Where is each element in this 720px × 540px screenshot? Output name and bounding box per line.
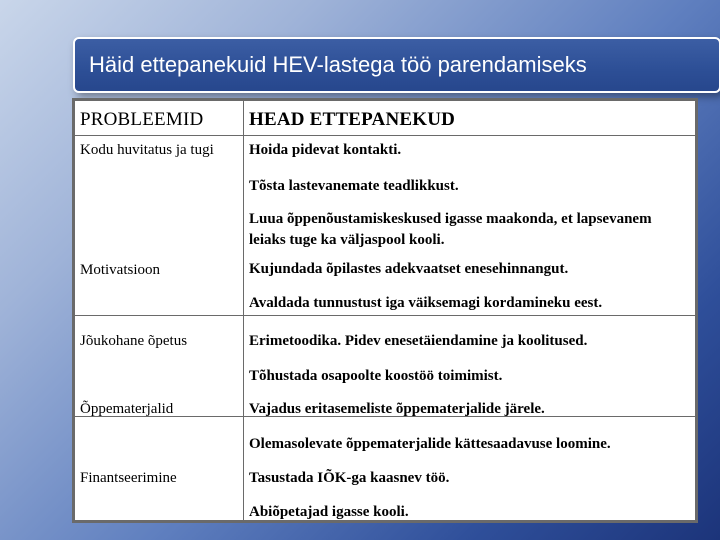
problem-cell: Kodu huvitatus ja tugi [80, 142, 214, 158]
problem-cell: Jõukohane õpetus [80, 333, 188, 349]
suggestion-cell: Hoida pidevat kontakti. [249, 142, 402, 158]
suggestions-table [72, 98, 698, 523]
row-divider [75, 315, 695, 316]
suggestion-cell: Abiõpetajad igasse kooli. [249, 504, 409, 520]
suggestion-cell: Tasustada IÕK-ga kaasnev töö. [249, 470, 450, 486]
header-divider [75, 135, 695, 136]
slide-title: Häid ettepanekuid HEV-lastega töö parendamiseks [73, 37, 720, 93]
problem-cell: Finantseerimine [80, 470, 177, 486]
column-divider [243, 101, 244, 520]
suggestion-cell: Luua õppenõustamiskeskused igasse maakonda, et lapsevanem leiaks tuge ka väljaspool kooli. [249, 211, 652, 248]
suggestion-cell: Tõsta lastevanemate teadlikkust. [249, 178, 459, 194]
problem-cell: Õppematerjalid [80, 401, 174, 417]
suggestion-cell: Erimetoodika. Pidev enesetäiendamine ja koolitused. [249, 333, 588, 349]
problem-cell: Motivatsioon [80, 262, 161, 278]
header-problems: PROBLEEMID [80, 109, 204, 130]
suggestion-cell: Olemasolevate õppematerjalide kättesaadavuse loomine. [249, 436, 611, 452]
header-suggestions: HEAD ETTEPANEKUD [249, 109, 456, 130]
suggestion-cell: Tõhustada osapoolte koostöö toimimist. [249, 368, 503, 384]
suggestion-cell: Vajadus eritasemeliste õppematerjalide järele. [249, 401, 545, 417]
suggestion-cell: Kujundada õpilastes adekvaatset enesehinnangut. [249, 261, 569, 277]
suggestion-cell: Avaldada tunnustust iga väiksemagi kordamineku eest. [249, 295, 603, 311]
